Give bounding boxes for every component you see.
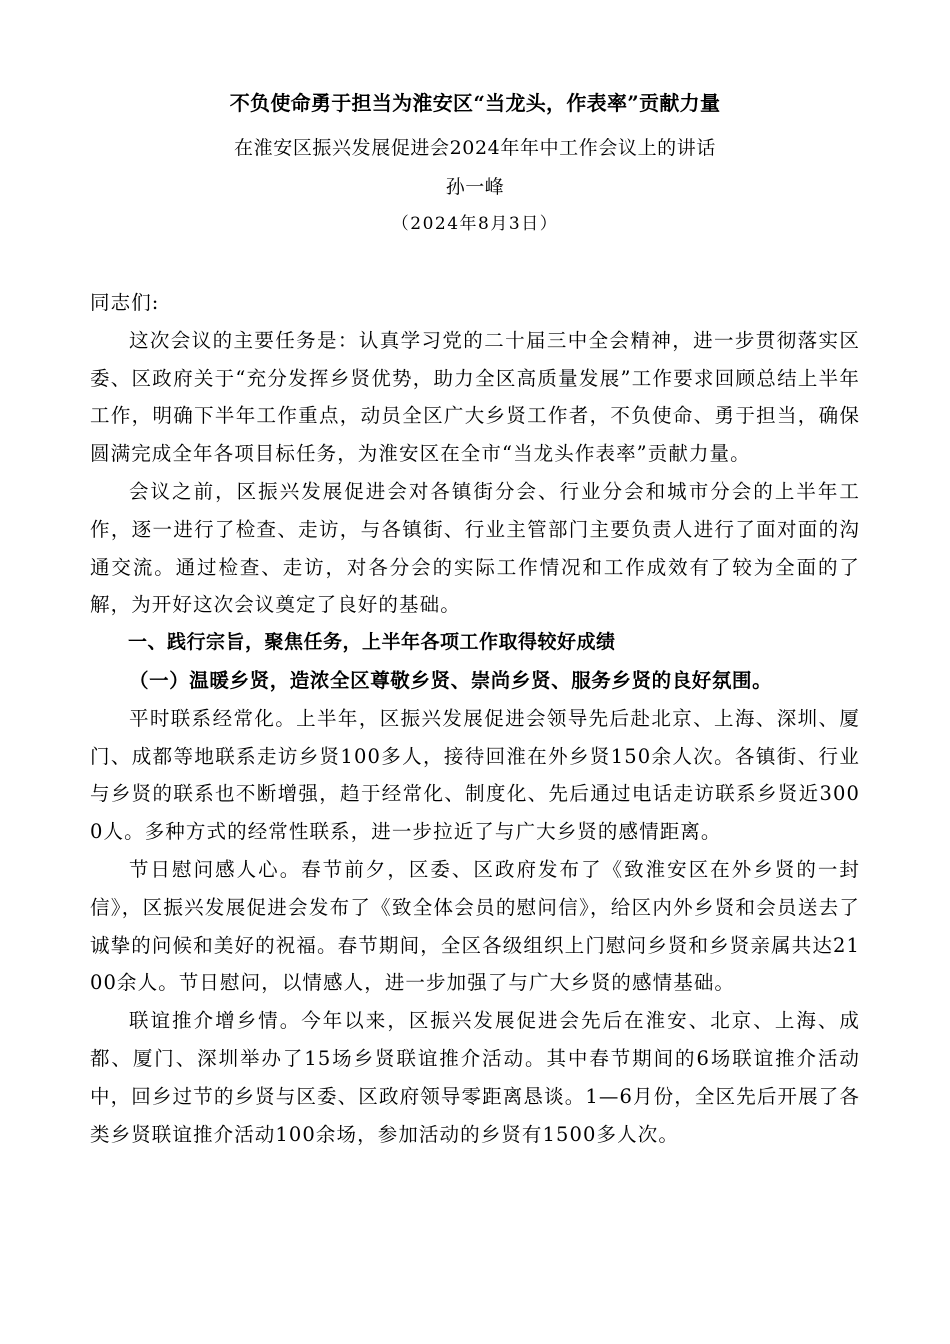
document-author: 孙一峰	[445, 176, 505, 198]
document-subtitle: 在淮安区振兴发展促进会2024年年中工作会议上的讲话	[234, 137, 716, 159]
salutation: 同志们:	[90, 291, 160, 314]
section-heading: 一、践行宗旨，聚焦任务，上半年各项工作取得较好成绩	[128, 631, 616, 654]
paragraph: 平时联系经常化。上半年，区振兴发展促进会领导先后赴北京、上海、深圳、厦门、成都等地联系走访乡贤100多人，接待回淮在外乡贤150余人次。各镇街、行业与乡贤的联系也不断增强，趋于经常化、制度化、先后通过电话走访联系乡贤近3000人。多种方式的经常性联系，进一步拉近了与广大乡贤的感情距离。	[90, 706, 860, 844]
paragraph: 节日慰问感人心。春节前夕，区委、区政府发布了《致淮安区在外乡贤的一封信》，区振兴发展促进会发布了《致全体会员的慰问信》，给区内外乡贤和会员送去了诚挚的问候和美好的祝福。春节期间，全区各级组织上门慰问乡贤和乡贤亲属共达2100余人。节日慰问，以情感人，进一步加强了与广大乡贤的感情基础。	[90, 857, 860, 995]
document-title: 不负使命勇于担当为淮安区“当龙头，作表率”贡献力量	[229, 91, 721, 115]
subsection-heading: （一）温暖乡贤，造浓全区尊敬乡贤、崇尚乡贤、服务乡贤的良好氛围。	[129, 668, 773, 692]
document-date: （2024年8月3日）	[391, 214, 559, 234]
paragraph: 联谊推介增乡情。今年以来，区振兴发展促进会先后在淮安、北京、上海、成都、厦门、深圳举办了15场乡贤联谊推介活动。其中春节期间的6场联谊推介活动中，回乡过节的乡贤与区委、区政府领导零距离恳谈。1—6月份，全区先后开展了各类乡贤联谊推介活动100余场，参加活动的乡贤有1500多人次。	[90, 1009, 860, 1146]
paragraph: 这次会议的主要任务是：认真学习党的二十届三中全会精神，进一步贯彻落实区委、区政府关于“充分发挥乡贤优势，助力全区高质量发展”工作要求回顾总结上半年工作，明确下半年工作重点，动员全区广大乡贤工作者，不负使命、勇于担当，确保圆满完成全年各项目标任务，为淮安区在全市“当龙头作表率”贡献力量。	[90, 328, 860, 466]
document-body	[90, 284, 860, 1153]
paragraph: 会议之前，区振兴发展促进会对各镇街分会、行业分会和城市分会的上半年工作，逐一进行了检查、走访，与各镇街、行业主管部门主要负责人进行了面对面的沟通交流。通过检查、走访，对各分会的实际工作情况和工作成效有了较为全面的了解，为开好这次会议奠定了良好的基础。	[90, 479, 860, 617]
